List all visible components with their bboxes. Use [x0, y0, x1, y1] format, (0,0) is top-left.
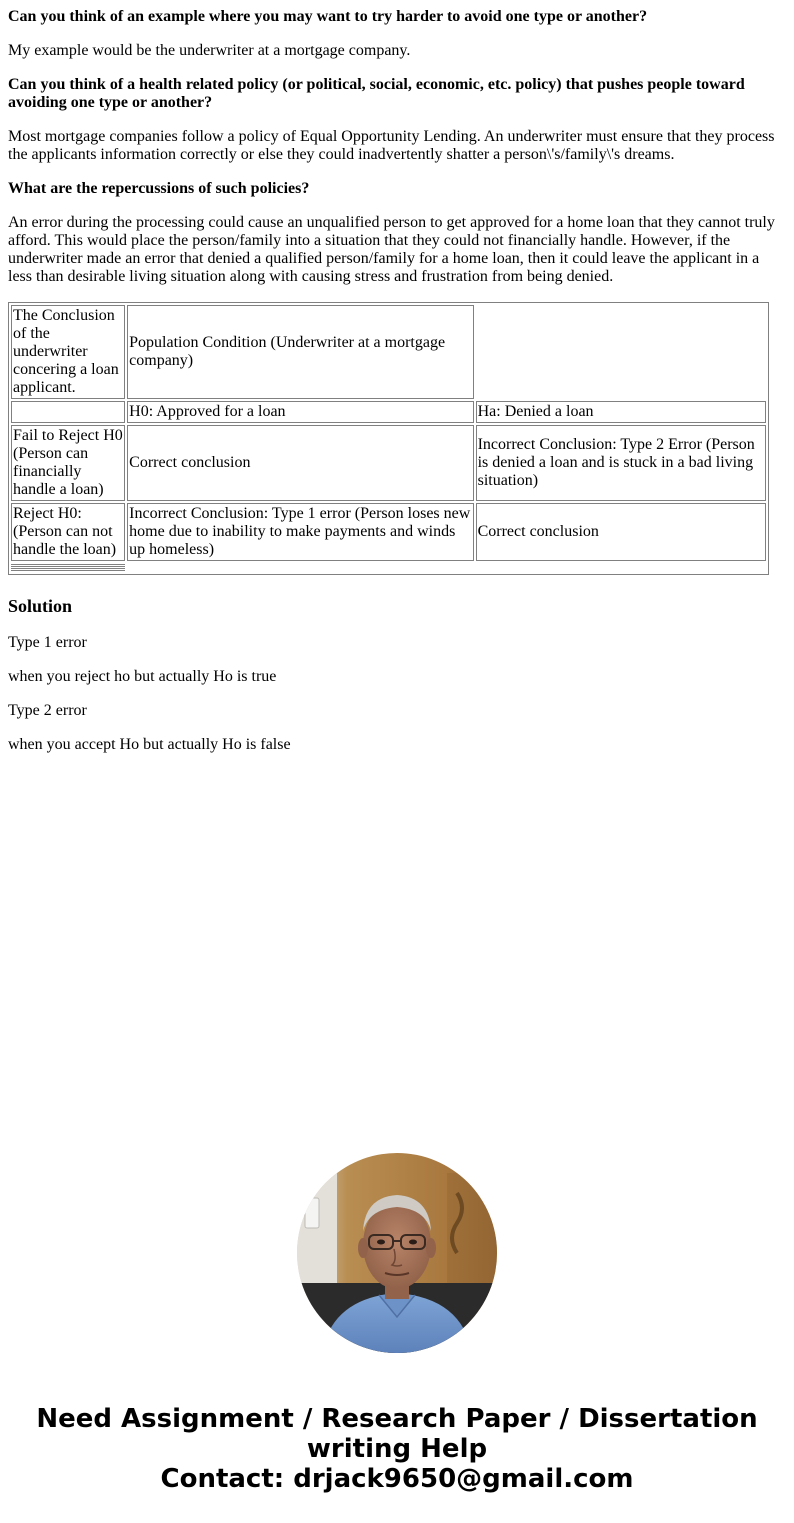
solution-heading: Solution	[8, 596, 73, 616]
cell-correct-conclusion-1: Correct conclusion	[127, 425, 473, 501]
cell-type-2-error: Incorrect Conclusion: Type 2 Error (Person is denied a loan and is stuck in a bad living situation)	[476, 425, 766, 501]
h0-header-cell: H0: Approved for a loan	[127, 401, 473, 423]
divider	[11, 566, 125, 567]
row-label-reject: Reject H0: (Person can not handle the loan)	[11, 503, 125, 561]
table-corner-cell: The Conclusion of the underwriter concering a loan applicant.	[11, 305, 125, 399]
question-heading-2: Can you think of a health related policy (or political, social, economic, etc. policy) that pushes people toward avoiding one type or another?	[8, 76, 745, 111]
type-2-error-description: when you accept Ho but actually Ho is false	[8, 736, 291, 753]
table-row	[11, 503, 766, 561]
error-types-table	[8, 302, 769, 575]
footer-banner	[0, 1404, 794, 1494]
table-row	[11, 425, 766, 501]
document-body	[8, 0, 786, 754]
type-1-error-title: Type 1 error	[8, 634, 87, 651]
cell-type-1-error: Incorrect Conclusion: Type 1 error (Person loses new home due to inability to make payments and winds up homeless)	[127, 503, 473, 561]
question-heading-1: Can you think of an example where you may want to try harder to avoid one type or another?	[8, 8, 648, 25]
answer-paragraph-3: An error during the processing could cause an unqualified person to get approved for a home loan that they cannot truly afford. This would place the person/family into a situation that they could not financially handle. However, if the underwriter made an error that denied a qualified person/family for a home loan, then it could leave the applicant in a less than desirable living situation along with causing stress and frustration from being denied.	[8, 214, 775, 285]
divider	[11, 564, 125, 565]
empty-cell	[11, 401, 125, 423]
table-row	[11, 305, 766, 399]
footer-contact-line: Contact: drjack9650@gmail.com	[160, 1464, 634, 1494]
row-label-fail-to-reject: Fail to Reject H0 (Person can financially handle a loan)	[11, 425, 125, 501]
answer-paragraph-2: Most mortgage companies follow a policy of Equal Opportunity Lending. An underwriter must ensure that they process the applicants information correctly or else they could inadvertently shatter a person\'s/family\'s dreams.	[8, 128, 775, 163]
author-portrait-photo	[297, 1153, 497, 1353]
type-1-error-description: when you reject ho but actually Ho is true	[8, 668, 277, 685]
empty-cell	[127, 563, 766, 572]
divider	[11, 570, 125, 571]
empty-cell	[476, 305, 766, 399]
cell-correct-conclusion-2: Correct conclusion	[476, 503, 766, 561]
population-condition-cell: Population Condition (Underwriter at a mortgage company)	[127, 305, 473, 399]
table-row	[11, 401, 766, 423]
divider	[11, 568, 125, 569]
footer-help-line: Need Assignment / Research Paper / Dissertation writing Help	[36, 1404, 758, 1464]
question-heading-3: What are the repercussions of such policies?	[8, 180, 310, 197]
table-divider-lines	[11, 563, 125, 572]
answer-paragraph-1: My example would be the underwriter at a mortgage company.	[8, 42, 411, 59]
type-2-error-title: Type 2 error	[8, 702, 87, 719]
table-row	[11, 563, 766, 572]
ha-header-cell: Ha: Denied a loan	[476, 401, 766, 423]
